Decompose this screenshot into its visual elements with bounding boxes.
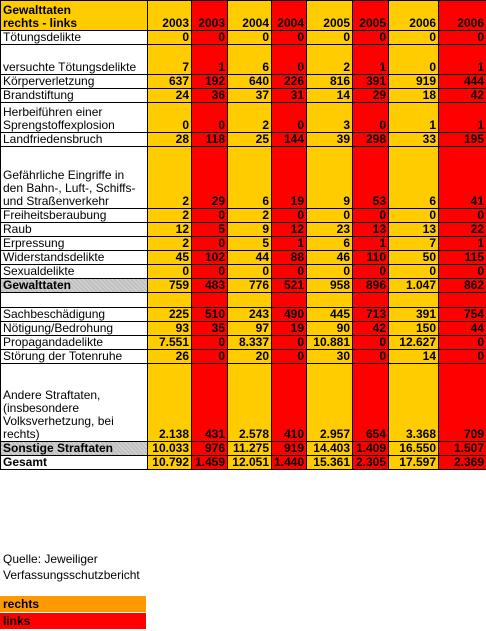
value-cell: 50	[389, 251, 439, 265]
row-label: Freiheitsberaubung	[1, 209, 148, 223]
value-cell: 521	[272, 279, 307, 293]
value-cell: 6	[228, 45, 272, 75]
value-cell: 97	[228, 322, 272, 336]
value-cell: 45	[148, 251, 192, 265]
value-cell: 0	[439, 209, 486, 223]
year-header: 2005	[353, 1, 389, 31]
value-cell: 391	[353, 75, 389, 89]
row-label: Sonstige Straftaten	[1, 442, 148, 456]
value-cell: 23	[307, 223, 353, 237]
value-cell: 0	[192, 265, 228, 279]
value-cell: 25	[228, 133, 272, 147]
value-cell: 118	[192, 133, 228, 147]
value-cell: 3.368	[389, 364, 439, 442]
value-cell: 9	[228, 223, 272, 237]
value-cell: 7.551	[148, 336, 192, 350]
value-cell: 0	[353, 209, 389, 223]
value-cell: 0	[353, 265, 389, 279]
value-cell: 713	[353, 308, 389, 322]
value-cell: 0	[272, 103, 307, 133]
value-cell: 35	[192, 322, 228, 336]
value-cell: 637	[148, 75, 192, 89]
value-cell: 19	[272, 322, 307, 336]
value-cell: 11.275	[228, 442, 272, 456]
value-cell: 3	[307, 103, 353, 133]
value-cell: 5	[228, 237, 272, 251]
value-cell: 12	[148, 223, 192, 237]
value-cell: 1	[439, 103, 486, 133]
value-cell: 2	[148, 209, 192, 223]
value-cell: 445	[307, 308, 353, 322]
value-cell: 776	[228, 279, 272, 293]
value-cell: 15.361	[307, 456, 353, 470]
value-cell	[272, 293, 307, 308]
value-cell: 226	[272, 75, 307, 89]
value-cell: 12.627	[389, 336, 439, 350]
value-cell: 759	[148, 279, 192, 293]
value-cell: 510	[192, 308, 228, 322]
table-row	[1, 89, 486, 103]
value-cell	[389, 293, 439, 308]
value-cell: 0	[307, 209, 353, 223]
table-row	[1, 442, 486, 456]
year-header: 2005	[307, 1, 353, 31]
table-row	[1, 75, 486, 89]
value-cell: 150	[389, 322, 439, 336]
value-cell: 1	[439, 237, 486, 251]
value-cell: 88	[272, 251, 307, 265]
year-header: 2003	[148, 1, 192, 31]
header-subtitle: rechts - links	[3, 16, 78, 30]
value-cell: 14	[307, 89, 353, 103]
value-cell: 391	[389, 308, 439, 322]
table-row	[1, 209, 486, 223]
value-cell: 0	[192, 350, 228, 364]
row-label: Gewalttaten	[1, 279, 148, 293]
value-cell: 0	[389, 209, 439, 223]
value-cell: 36	[192, 89, 228, 103]
row-label: Störung der Totenruhe	[1, 350, 148, 364]
value-cell: 1	[439, 45, 486, 75]
value-cell: 7	[389, 237, 439, 251]
value-cell: 243	[228, 308, 272, 322]
value-cell: 16.550	[389, 442, 439, 456]
row-label: Raub	[1, 223, 148, 237]
row-label: Körperverletzung	[1, 75, 148, 89]
row-label: Propagandadelikte	[1, 336, 148, 350]
value-cell: 14	[389, 350, 439, 364]
table-row	[1, 265, 486, 279]
value-cell: 9	[307, 147, 353, 209]
value-cell: 53	[353, 147, 389, 209]
value-cell: 919	[272, 442, 307, 456]
value-cell: 90	[307, 322, 353, 336]
value-cell: 0	[353, 336, 389, 350]
table-row	[1, 336, 486, 350]
value-cell: 483	[192, 279, 228, 293]
value-cell: 0	[272, 31, 307, 45]
row-label: versuchte Tötungsdelikte	[1, 45, 148, 75]
value-cell: 2.578	[228, 364, 272, 442]
value-cell: 919	[389, 75, 439, 89]
header-label	[1, 1, 148, 31]
value-cell: 0	[192, 336, 228, 350]
value-cell: 29	[353, 89, 389, 103]
row-label: Sachbeschädigung	[1, 308, 148, 322]
value-cell: 30	[307, 350, 353, 364]
value-cell: 0	[272, 45, 307, 75]
table-row	[1, 456, 486, 470]
value-cell: 410	[272, 364, 307, 442]
row-label: Sexualdelikte	[1, 265, 148, 279]
value-cell: 0	[353, 31, 389, 45]
legend-links: links	[0, 613, 146, 629]
value-cell	[353, 293, 389, 308]
value-cell: 1	[353, 237, 389, 251]
value-cell: 42	[353, 322, 389, 336]
value-cell: 10.881	[307, 336, 353, 350]
value-cell: 225	[148, 308, 192, 322]
table-row	[1, 103, 486, 133]
value-cell: 26	[148, 350, 192, 364]
table-row	[1, 364, 486, 442]
value-cell: 24	[148, 89, 192, 103]
value-cell: 44	[439, 322, 486, 336]
year-header: 2006	[389, 1, 439, 31]
table-row	[1, 45, 486, 75]
value-cell: 709	[439, 364, 486, 442]
value-cell	[307, 293, 353, 308]
row-label	[1, 293, 148, 308]
value-cell: 0	[148, 265, 192, 279]
value-cell: 12	[272, 223, 307, 237]
value-cell: 13	[389, 223, 439, 237]
value-cell	[228, 293, 272, 308]
value-cell: 2.957	[307, 364, 353, 442]
value-cell: 41	[439, 147, 486, 209]
row-label: Brandstiftung	[1, 89, 148, 103]
legend-rechts: rechts	[0, 596, 146, 612]
value-cell: 17.597	[389, 456, 439, 470]
value-cell: 0	[389, 31, 439, 45]
value-cell: 42	[439, 89, 486, 103]
table-row	[1, 350, 486, 364]
value-cell: 0	[439, 31, 486, 45]
value-cell: 0	[353, 103, 389, 133]
value-cell: 7	[148, 45, 192, 75]
value-cell: 10.033	[148, 442, 192, 456]
value-cell	[148, 293, 192, 308]
value-cell: 1.409	[353, 442, 389, 456]
spacer-row	[1, 293, 486, 308]
value-cell: 6	[228, 147, 272, 209]
header-row	[1, 1, 486, 31]
value-cell: 6	[389, 147, 439, 209]
value-cell: 93	[148, 322, 192, 336]
value-cell: 2	[148, 237, 192, 251]
value-cell: 1.440	[272, 456, 307, 470]
value-cell: 44	[228, 251, 272, 265]
row-label: Erpressung	[1, 237, 148, 251]
value-cell: 0	[439, 336, 486, 350]
row-label: Andere Straftaten, (insbesondere Volksverhetzung, bei rechts)	[1, 364, 148, 442]
value-cell: 39	[307, 133, 353, 147]
table-row	[1, 308, 486, 322]
table-row	[1, 31, 486, 45]
value-cell: 13	[353, 223, 389, 237]
value-cell: 0	[272, 209, 307, 223]
value-cell: 110	[353, 251, 389, 265]
value-cell: 0	[307, 265, 353, 279]
value-cell: 22	[439, 223, 486, 237]
value-cell: 1.507	[439, 442, 486, 456]
value-cell: 0	[439, 265, 486, 279]
value-cell: 29	[192, 147, 228, 209]
value-cell: 28	[148, 133, 192, 147]
value-cell: 654	[353, 364, 389, 442]
value-cell: 1.047	[389, 279, 439, 293]
row-label: Landfriedensbruch	[1, 133, 148, 147]
table-row	[1, 223, 486, 237]
header-title: Gewalttaten	[3, 3, 72, 17]
value-cell: 0	[272, 265, 307, 279]
value-cell: 0	[307, 31, 353, 45]
value-cell: 20	[228, 350, 272, 364]
value-cell: 0	[192, 237, 228, 251]
value-cell: 298	[353, 133, 389, 147]
value-cell: 19	[272, 147, 307, 209]
value-cell: 2.305	[353, 456, 389, 470]
value-cell: 46	[307, 251, 353, 265]
row-label: Gefährliche Eingriffe in den Bahn-, Luft-, Schiffs- und Straßenverkehr	[1, 147, 148, 209]
value-cell: 816	[307, 75, 353, 89]
value-cell: 1	[272, 237, 307, 251]
value-cell: 33	[389, 133, 439, 147]
value-cell: 10.792	[148, 456, 192, 470]
value-cell: 2.369	[439, 456, 486, 470]
value-cell: 12.051	[228, 456, 272, 470]
value-cell: 754	[439, 308, 486, 322]
row-label: Gesamt	[1, 456, 148, 470]
value-cell: 192	[192, 75, 228, 89]
value-cell: 2	[228, 103, 272, 133]
value-cell: 0	[192, 209, 228, 223]
row-label: Herbeiführen einer Sprengstoffexplosion	[1, 103, 148, 133]
value-cell: 0	[228, 31, 272, 45]
value-cell: 115	[439, 251, 486, 265]
value-cell: 0	[439, 350, 486, 364]
value-cell: 1	[192, 45, 228, 75]
value-cell: 958	[307, 279, 353, 293]
value-cell: 0	[192, 103, 228, 133]
year-header: 2004	[272, 1, 307, 31]
value-cell: 431	[192, 364, 228, 442]
value-cell: 0	[353, 350, 389, 364]
value-cell: 0	[148, 103, 192, 133]
table-row	[1, 322, 486, 336]
value-cell: 2.138	[148, 364, 192, 442]
value-cell: 6	[307, 237, 353, 251]
value-cell: 0	[228, 265, 272, 279]
value-cell: 896	[353, 279, 389, 293]
table-body	[1, 1, 486, 470]
value-cell: 8.337	[228, 336, 272, 350]
value-cell: 2	[228, 209, 272, 223]
table-row	[1, 279, 486, 293]
value-cell: 0	[389, 265, 439, 279]
row-label: Widerstandsdelikte	[1, 251, 148, 265]
value-cell: 2	[307, 45, 353, 75]
year-header: 2003	[192, 1, 228, 31]
value-cell: 144	[272, 133, 307, 147]
value-cell: 0	[272, 336, 307, 350]
value-cell: 0	[192, 31, 228, 45]
value-cell: 18	[389, 89, 439, 103]
value-cell: 0	[389, 45, 439, 75]
table-row	[1, 251, 486, 265]
value-cell: 0	[272, 350, 307, 364]
value-cell	[439, 293, 486, 308]
row-label: Nötigung/Bedrohung	[1, 322, 148, 336]
value-cell: 37	[228, 89, 272, 103]
value-cell	[192, 293, 228, 308]
value-cell: 976	[192, 442, 228, 456]
value-cell: 14.403	[307, 442, 353, 456]
year-header: 2006	[439, 1, 486, 31]
value-cell: 0	[148, 31, 192, 45]
table-row	[1, 237, 486, 251]
value-cell: 640	[228, 75, 272, 89]
value-cell: 31	[272, 89, 307, 103]
table-row	[1, 133, 486, 147]
value-cell: 1	[389, 103, 439, 133]
value-cell: 195	[439, 133, 486, 147]
value-cell: 1.459	[192, 456, 228, 470]
row-label: Tötungsdelikte	[1, 31, 148, 45]
source-note: Quelle: Jeweiliger Verfassungsschutzbericht	[3, 552, 140, 582]
table-row	[1, 147, 486, 209]
year-header: 2004	[228, 1, 272, 31]
value-cell: 2	[148, 147, 192, 209]
value-cell: 102	[192, 251, 228, 265]
value-cell: 444	[439, 75, 486, 89]
value-cell: 862	[439, 279, 486, 293]
value-cell: 490	[272, 308, 307, 322]
value-cell: 5	[192, 223, 228, 237]
value-cell: 1	[353, 45, 389, 75]
